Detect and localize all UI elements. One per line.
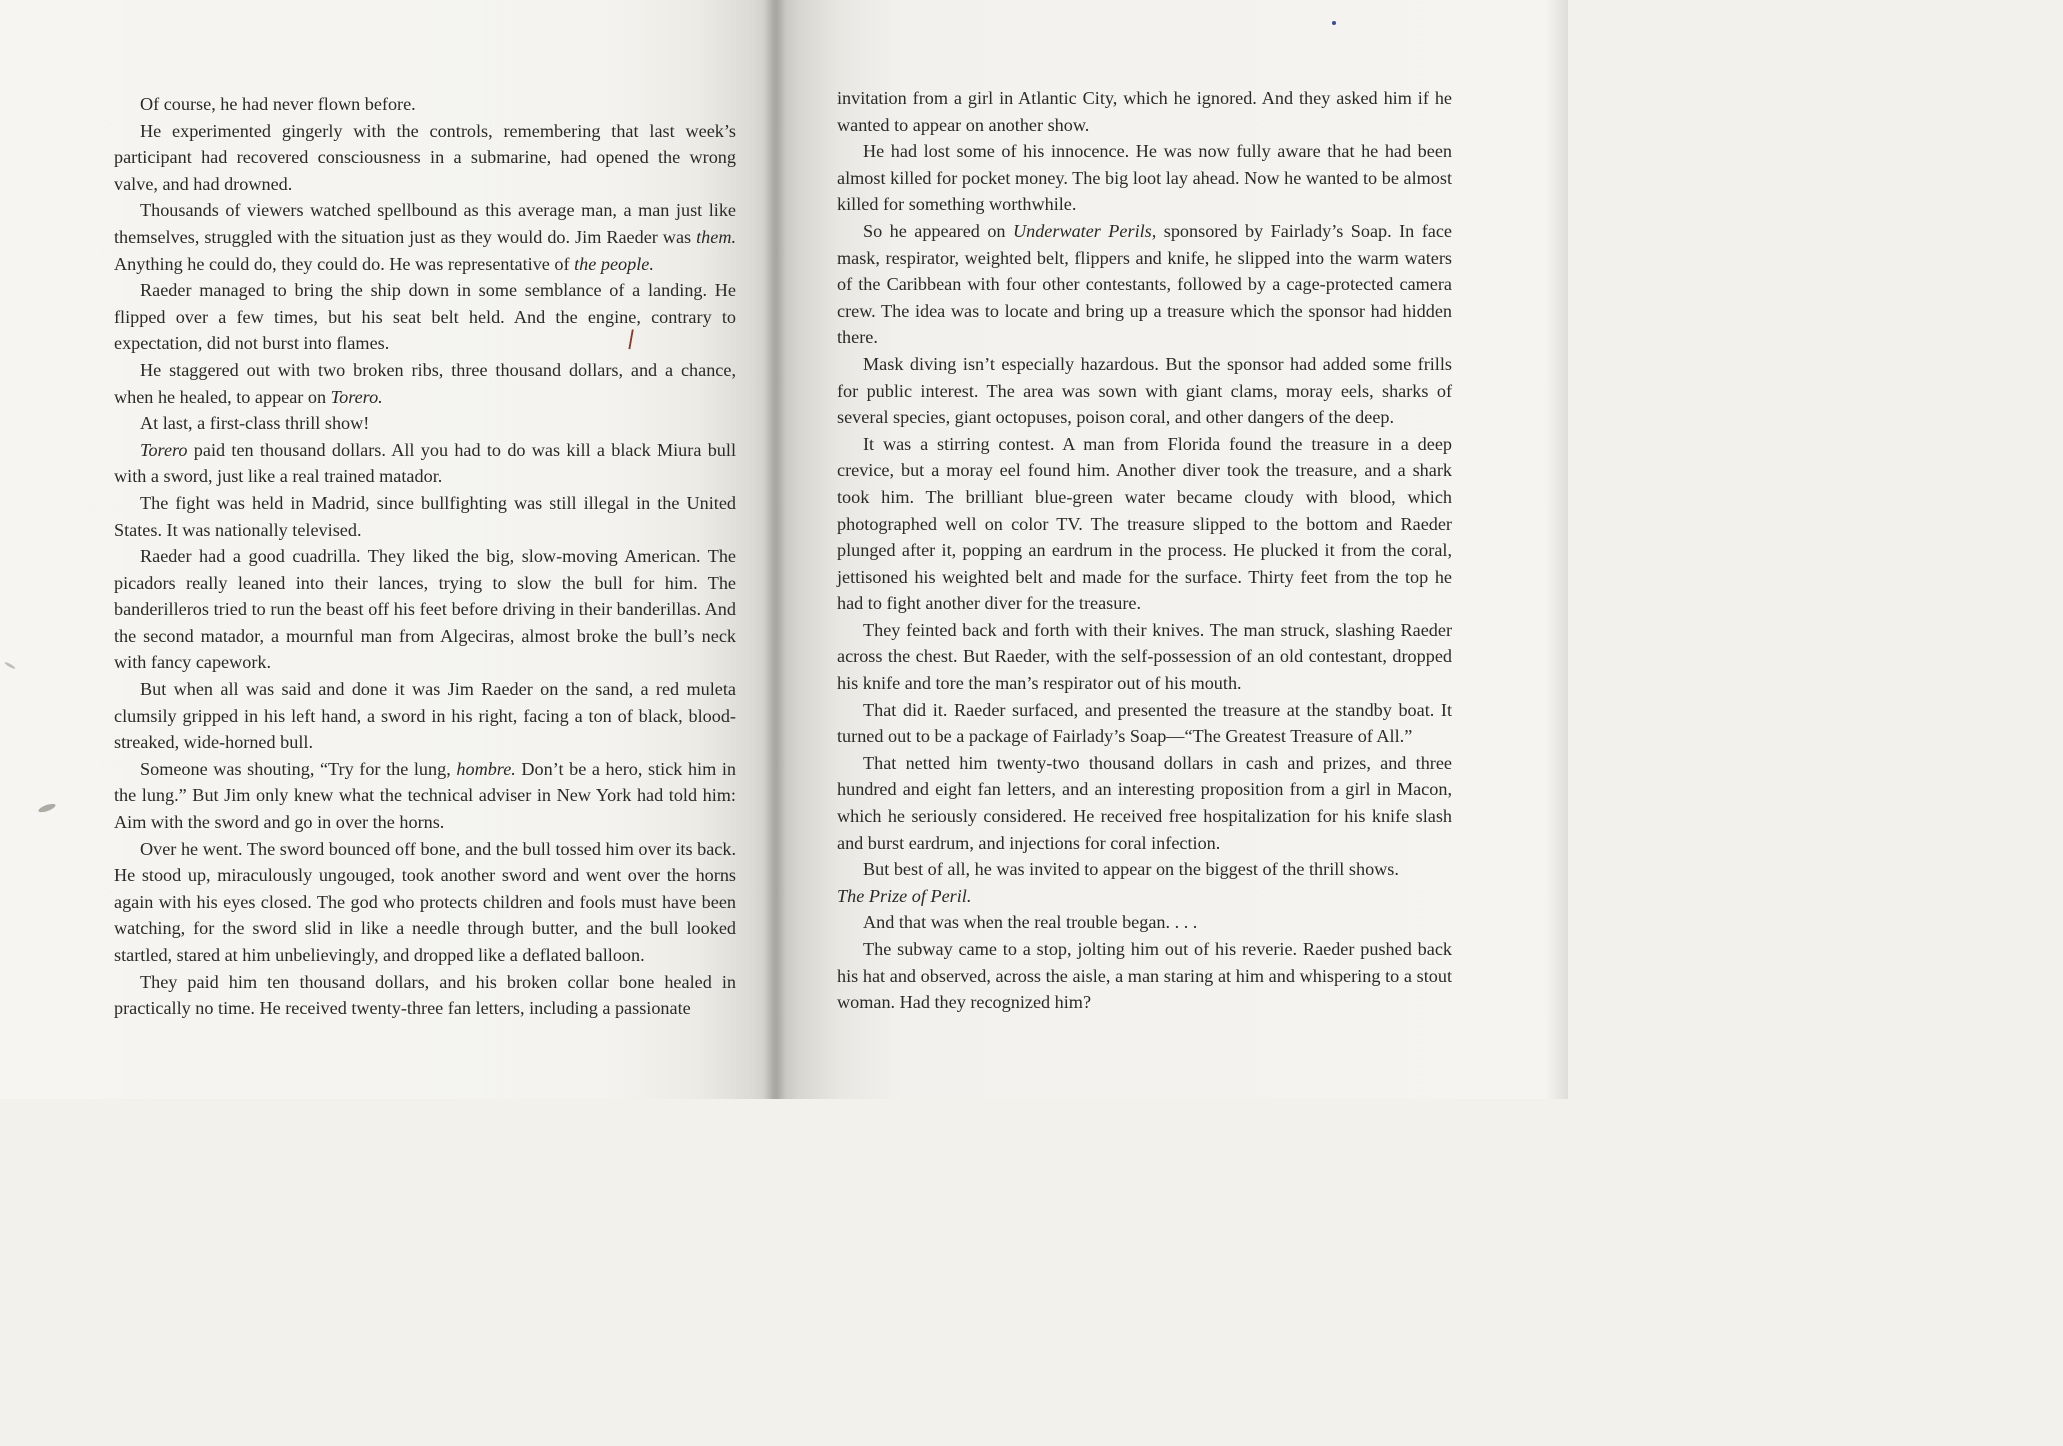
- text-run: That did it. Raeder surfaced, and presented the treasure at the standby boat. It turned out to be a package of Fairlady’s Soap—“The Greatest Treasure of All.”: [837, 699, 1452, 747]
- italic-text: them.: [696, 226, 736, 247]
- text-run: That netted him twenty-two thousand dollars in cash and prizes, and three hundred and eight fan letters, and an interesting proposition from a girl in Macon, which he seriously considered. He received free hospitalization for his knife slash and burst eardrum, and injections for coral infection.: [837, 752, 1452, 853]
- text-run: So he appeared on: [863, 220, 1013, 241]
- paragraph: [837, 351, 1452, 431]
- paper-speck: [38, 802, 57, 814]
- italic-text: the people.: [574, 253, 654, 274]
- text-run: Of course, he had never flown before.: [140, 94, 416, 114]
- left-page-text: [114, 91, 736, 1022]
- text-run: Mask diving isn’t especially hazardous. But the sponsor had added some frills for public interest. The area was sown with giant clams, moray eels, sharks of several species, giant octopuses, poison coral, and other dangers of the deep.: [837, 353, 1452, 428]
- paragraph: [114, 118, 736, 198]
- text-run: invitation from a girl in Atlantic City, which he ignored. And they asked him if he wanted to appear on another show.: [837, 88, 1452, 135]
- paragraph: [837, 883, 1452, 910]
- text-run: Over he went. The sword bounced off bone, and the bull tossed him over its back. He stood up, miraculously ungouged, took another sword and went over the horns again with his eyes closed. The god who protects children and fools must have been watching, for the sword slid in like a needle through butter, and the bull looked startled, stared at him unbelievingly, and dropped like a deflated balloon.: [114, 838, 736, 965]
- paragraph: [114, 543, 736, 676]
- paragraph: [114, 676, 736, 756]
- right-page-text: [837, 85, 1452, 1016]
- left-page: [0, 0, 776, 1099]
- text-run: Thousands of viewers watched spellbound as this average man, a man just like themselves, struggled with the situation just as they would do. Jim Raeder was: [114, 200, 736, 247]
- paper-speck: [4, 661, 16, 670]
- text-run: Someone was shouting, “Try for the lung,: [140, 758, 457, 779]
- italic-text: Torero: [140, 439, 188, 460]
- paragraph: [837, 218, 1452, 351]
- paragraph: [114, 756, 736, 836]
- text-run: They paid him ten thousand dollars, and his broken collar bone healed in practically no time. He received twenty-three fan letters, including a passionate: [114, 971, 736, 1019]
- italic-text: hombre.: [456, 758, 516, 779]
- text-run: They feinted back and forth with their knives. The man struck, slashing Raeder across the chest. But Raeder, with the self-possession of an old contestant, dropped his knife and tore the man’s respirator out of his mouth.: [837, 619, 1452, 694]
- text-run: sponsored by Fairlady’s Soap. In face mask, respirator, weighted belt, flippers and knife, he slipped into the warm waters of the Caribbean with four other contestants, followed by a cage-protected camera crew. The idea was to locate and bring up a treasure which the sponsor had hidden there.: [837, 220, 1452, 348]
- text-run: The subway came to a stop, jolting him out of his reverie. Raeder pushed back his hat and observed, across the aisle, a man staring at him and whispering to a stout woman. Had they recognized him?: [837, 939, 1452, 1013]
- text-run: The fight was held in Madrid, since bullfighting was still illegal in the United States. It was nationally televised.: [114, 492, 736, 540]
- paragraph: [114, 437, 736, 490]
- text-run: paid ten thousand dollars. All you had to do was kill a black Miura bull with a sword, just like a real trained matador.: [114, 439, 736, 487]
- text-run: Raeder had a good cuadrilla. They liked the big, slow-moving American. The picadors really leaned into their lances, trying to slow the bull for him. The banderilleros tried to run the beast off his feet before driving in their banderillas. And the second matador, a mournful man from Algeciras, almost broke the bull’s neck with fancy capework.: [114, 546, 736, 673]
- text-run: He experimented gingerly with the controls, remembering that last week’s participant had recovered consciousness in a submarine, had opened the wrong valve, and had drowned.: [114, 120, 736, 194]
- paragraph: [837, 138, 1452, 218]
- book-gutter: [764, 0, 786, 1099]
- blue-dot-mark: [1332, 21, 1336, 25]
- paragraph: [114, 410, 736, 437]
- text-run: He had lost some of his innocence. He was now fully aware that he had been almost killed for pocket money. The big loot lay ahead. Now he wanted to be almost killed for something worthwhile.: [837, 141, 1452, 215]
- text-run: It was a stirring contest. A man from Florida found the treasure in a deep crevice, but a moray eel found him. Another diver took the treasure, and a shark took him. The brilliant blue-green water became cloudy with blood, which photographed well on color TV. The treasure slipped to the bottom and Raeder plunged after it, popping an eardrum in the process. He plucked it from the coral, jettisoned his weighted belt and made for the surface. Thirty feet from the top he had to fight another diver for the treasure.: [837, 433, 1452, 614]
- paragraph: [837, 697, 1452, 750]
- text-run: At last, a first-class thrill show!: [140, 413, 370, 434]
- page-edge-shadow: [1546, 0, 1568, 1099]
- text-run: Don’t be a hero, stick him in the lung.” But Jim only knew what the technical adviser in New York had told him: Aim with the sword and go in over the horns.: [114, 758, 736, 833]
- italic-text: Underwater Perils,: [1012, 220, 1157, 241]
- text-run: But best of all, he was invited to appear on the biggest of the thrill shows.: [863, 859, 1399, 880]
- text-run: Anything he could do, they could do. He was representative of: [114, 253, 575, 274]
- paragraph: [837, 431, 1452, 617]
- paragraph: [114, 91, 736, 118]
- paragraph: [837, 856, 1452, 883]
- paragraph: [114, 490, 736, 543]
- text-run: Raeder managed to bring the ship down in some semblance of a landing. He flipped over a few times, but his seat belt held. And the engine, contrary to expectation, did not burst into flames.: [114, 280, 736, 354]
- paragraph: [837, 909, 1452, 936]
- paragraph: [114, 277, 736, 357]
- paragraph: [837, 85, 1452, 138]
- paragraph: [114, 357, 736, 410]
- paragraph: [837, 617, 1452, 697]
- paragraph: [114, 969, 736, 1022]
- paragraph: [837, 750, 1452, 856]
- text-run: And that was when the real trouble began. . . .: [863, 912, 1198, 933]
- right-page: [776, 0, 1568, 1099]
- text-run: He staggered out with two broken ribs, three thousand dollars, and a chance, when he healed, to appear on: [114, 359, 736, 407]
- text-run: But when all was said and done it was Jim Raeder on the sand, a red muleta clumsily gripped in his left hand, a sword in his right, facing a ton of black, blood-streaked, wide-horned bull.: [114, 679, 736, 753]
- paragraph: [114, 197, 736, 277]
- italic-text: The Prize of Peril.: [837, 885, 972, 906]
- paragraph: [837, 936, 1452, 1016]
- italic-text: Torero.: [330, 386, 383, 407]
- paragraph: [114, 836, 736, 969]
